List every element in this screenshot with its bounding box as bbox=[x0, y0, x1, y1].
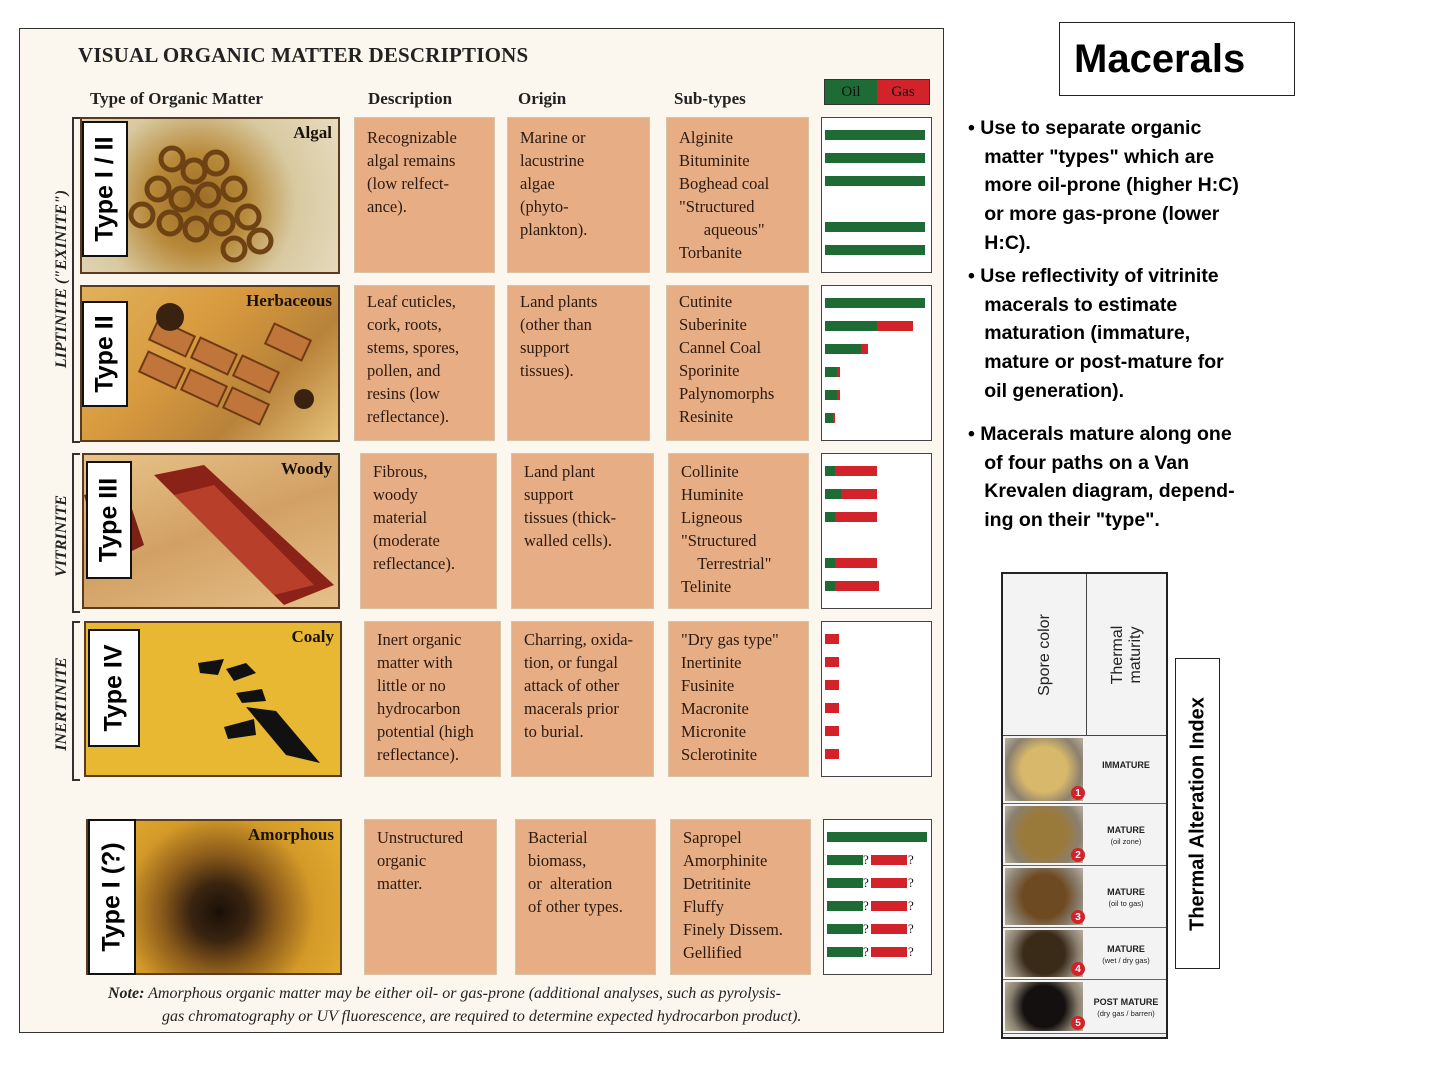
bar-gas bbox=[825, 726, 839, 736]
bullet-3: • Macerals mature along one of four paths on a Van Krevalen diagram, depend- ing on their "type". bbox=[968, 423, 1235, 532]
bar-panel-coaly bbox=[821, 621, 932, 777]
question-mark: ? bbox=[908, 898, 914, 913]
bar-gas bbox=[835, 466, 877, 476]
bar-oil bbox=[827, 855, 863, 865]
tai-label-text: Thermal Alteration Index bbox=[1186, 696, 1208, 931]
bar-panel-algal bbox=[821, 117, 932, 273]
bar-oil bbox=[825, 466, 835, 476]
bar-gas bbox=[835, 581, 879, 591]
column-header-description: Description bbox=[368, 89, 453, 108]
photo-label-woody: Woody bbox=[280, 459, 332, 478]
bar-oil bbox=[825, 413, 833, 423]
question-mark: ? bbox=[863, 898, 869, 913]
tai-side-label bbox=[1175, 658, 1220, 969]
origin-coaly: Charring, oxida- tion, or fungal attack of other macerals prior to burial. bbox=[511, 621, 654, 777]
bar-gas bbox=[835, 558, 877, 568]
tai-header-spore: Spore color bbox=[1003, 574, 1087, 736]
subtypes-herbaceous: Cutinite Suberinite Cannel Coal Sporinite Palynomorphs Resinite bbox=[666, 285, 809, 441]
bar-gas bbox=[871, 924, 907, 934]
thermal-alteration-chart bbox=[1001, 572, 1168, 1039]
type-box-III bbox=[86, 461, 132, 579]
tai-maturity-sub: (oil to gas) bbox=[1108, 899, 1144, 908]
tai-row bbox=[1003, 736, 1166, 804]
subtypes-coaly: "Dry gas type" Inertinite Fusinite Macronite Micronite Sclerotinite bbox=[668, 621, 809, 777]
bar-oil bbox=[827, 924, 863, 934]
question-mark: ? bbox=[863, 852, 869, 867]
figure-title: VISUAL ORGANIC MATTER DESCRIPTIONS bbox=[78, 43, 529, 67]
type-box-IV bbox=[88, 629, 140, 747]
bar-gas bbox=[825, 680, 839, 690]
bar-oil bbox=[825, 367, 837, 377]
tai-maturity-sub: (wet / dry gas) bbox=[1102, 956, 1150, 965]
bar-oil bbox=[825, 298, 925, 308]
bar-oil bbox=[827, 878, 863, 888]
tai-header-thermal: Thermal maturity bbox=[1087, 574, 1166, 736]
question-mark: ? bbox=[863, 875, 869, 890]
bullet-1: • Use to separate organic matter "types" which are more oil-prone (higher H:C) or more gas-prone (lower H:C). bbox=[968, 117, 1239, 254]
question-mark: ? bbox=[908, 852, 914, 867]
legend-oil: Oil bbox=[825, 80, 877, 104]
tai-maturity-sub: (dry gas / barren) bbox=[1097, 1009, 1155, 1018]
tai-stage-number: 5 bbox=[1071, 1016, 1085, 1030]
group-label-vitrinite: VITRINITE bbox=[53, 495, 70, 577]
bar-oil bbox=[827, 832, 927, 842]
type-label: Type IV bbox=[99, 644, 128, 732]
bar-gas bbox=[835, 512, 877, 522]
origin-amorphous: Bacterial biomass, or alteration of other types. bbox=[515, 819, 656, 975]
photo-label-herbaceous: Herbaceous bbox=[246, 291, 332, 310]
slide-title: Macerals bbox=[1059, 22, 1295, 96]
bar-oil bbox=[825, 130, 925, 140]
bar-oil bbox=[825, 512, 835, 522]
figure-note bbox=[108, 982, 938, 1028]
vitrinite-bracket bbox=[72, 453, 80, 613]
origin-algal: Marine or lacustrine algae (phyto- plankton). bbox=[507, 117, 650, 273]
question-mark: ? bbox=[863, 921, 869, 936]
bar-gas bbox=[837, 367, 840, 377]
bar-oil bbox=[825, 153, 925, 163]
bar-gas bbox=[825, 703, 839, 713]
group-label-liptinite: LIPTINITE ("EXINITE") bbox=[53, 189, 70, 369]
tai-row bbox=[1003, 804, 1166, 866]
bar-gas bbox=[871, 878, 907, 888]
bar-oil bbox=[825, 222, 925, 232]
tai-maturity-sub: (oil zone) bbox=[1110, 837, 1142, 846]
type-label: Type I / II bbox=[90, 136, 119, 242]
subtypes-woody: Collinite Huminite Ligneous "Structured Terrestrial" Telinite bbox=[668, 453, 809, 609]
bar-panel-amorphous bbox=[823, 819, 932, 975]
note-line-1: Amorphous organic matter may be either oil- or gas-prone (additional analyses, such as pyrolysis- bbox=[148, 985, 781, 1002]
subtypes-algal: Alginite Bituminite Boghead coal "Structured aqueous" Torbanite bbox=[666, 117, 809, 273]
bar-oil bbox=[825, 581, 835, 591]
tai-maturity-label: MATURE (wet / dry gas) bbox=[1087, 944, 1165, 966]
bar-panel-herbaceous bbox=[821, 285, 932, 441]
bar-gas bbox=[825, 634, 839, 644]
type-label: Type II bbox=[90, 315, 119, 393]
bar-gas bbox=[841, 489, 877, 499]
tai-stage-number: 3 bbox=[1071, 910, 1085, 924]
question-mark: ? bbox=[908, 944, 914, 959]
bar-gas bbox=[833, 413, 835, 423]
bullet-2: • Use reflectivity of vitrinite macerals to estimate maturation (immature, mature or post-mature for oil generation). bbox=[968, 265, 1224, 402]
bar-gas bbox=[871, 855, 907, 865]
organic-matter-figure bbox=[19, 28, 944, 1033]
note-label: Note: bbox=[108, 985, 145, 1002]
question-mark: ? bbox=[863, 944, 869, 959]
type-label: Type I (?) bbox=[97, 842, 126, 952]
bar-gas bbox=[825, 749, 839, 759]
description-algal: Recognizable algal remains (low relfect- ance). bbox=[354, 117, 495, 273]
bar-panel-woody bbox=[821, 453, 932, 609]
tai-row bbox=[1003, 928, 1166, 980]
description-woody: Fibrous, woody material (moderate reflectance). bbox=[360, 453, 497, 609]
tai-stage-number: 4 bbox=[1071, 962, 1085, 976]
bar-gas bbox=[825, 657, 839, 667]
bar-gas bbox=[871, 901, 907, 911]
tai-stage-number: 2 bbox=[1071, 848, 1085, 862]
photo-label-algal: Algal bbox=[293, 123, 332, 142]
origin-herbaceous: Land plants (other than support tissues). bbox=[507, 285, 650, 441]
group-label-inertinite: INERTINITE bbox=[53, 657, 70, 751]
bar-gas bbox=[877, 321, 913, 331]
type-box-I-II bbox=[82, 121, 128, 257]
description-coaly: Inert organic matter with little or no hydrocarbon potential (high reflectance). bbox=[364, 621, 501, 777]
bar-gas bbox=[861, 344, 868, 354]
question-mark: ? bbox=[908, 875, 914, 890]
bar-oil bbox=[825, 321, 877, 331]
bar-oil bbox=[825, 176, 925, 186]
tai-row bbox=[1003, 866, 1166, 928]
photo-label-amorphous: Amorphous bbox=[248, 825, 334, 844]
type-box-II bbox=[82, 301, 128, 407]
bar-gas bbox=[871, 947, 907, 957]
bar-oil bbox=[825, 245, 925, 255]
type-box-I-questionable bbox=[88, 819, 136, 975]
bar-gas bbox=[837, 390, 840, 400]
tai-maturity-label: IMMATURE bbox=[1102, 760, 1150, 770]
bar-oil bbox=[825, 390, 837, 400]
oil-gas-legend bbox=[824, 79, 930, 105]
tai-row bbox=[1003, 980, 1166, 1034]
legend-gas: Gas bbox=[877, 80, 929, 104]
bar-oil bbox=[825, 489, 841, 499]
liptinite-bracket bbox=[72, 117, 80, 443]
tai-maturity-label: MATURE (oil zone) bbox=[1087, 825, 1165, 847]
column-header-type: Type of Organic Matter bbox=[90, 89, 263, 108]
bar-oil bbox=[825, 344, 861, 354]
bar-oil bbox=[827, 901, 863, 911]
bar-oil bbox=[827, 947, 863, 957]
photo-label-coaly: Coaly bbox=[291, 627, 334, 646]
description-herbaceous: Leaf cuticles, cork, roots, stems, spores, pollen, and resins (low reflectance). bbox=[354, 285, 495, 441]
type-label: Type III bbox=[94, 477, 123, 563]
description-amorphous: Unstructured organic matter. bbox=[364, 819, 497, 975]
inertinite-bracket bbox=[72, 621, 80, 781]
note-line-2: gas chromatography or UV fluorescence, are required to determine expected hydrocarbon product). bbox=[162, 1008, 802, 1025]
question-mark: ? bbox=[908, 921, 914, 936]
origin-woody: Land plant support tissues (thick- walled cells). bbox=[511, 453, 654, 609]
tai-maturity-label: MATURE (oil to gas) bbox=[1087, 887, 1165, 909]
column-header-origin: Origin bbox=[518, 89, 567, 108]
column-header-subtypes: Sub-types bbox=[674, 89, 746, 108]
tai-stage-number: 1 bbox=[1071, 786, 1085, 800]
subtypes-amorphous: Sapropel Amorphinite Detritinite Fluffy Finely Dissem. Gellified bbox=[670, 819, 811, 975]
tai-maturity-label: POST MATURE (dry gas / barren) bbox=[1087, 997, 1165, 1019]
bar-oil bbox=[825, 558, 835, 568]
